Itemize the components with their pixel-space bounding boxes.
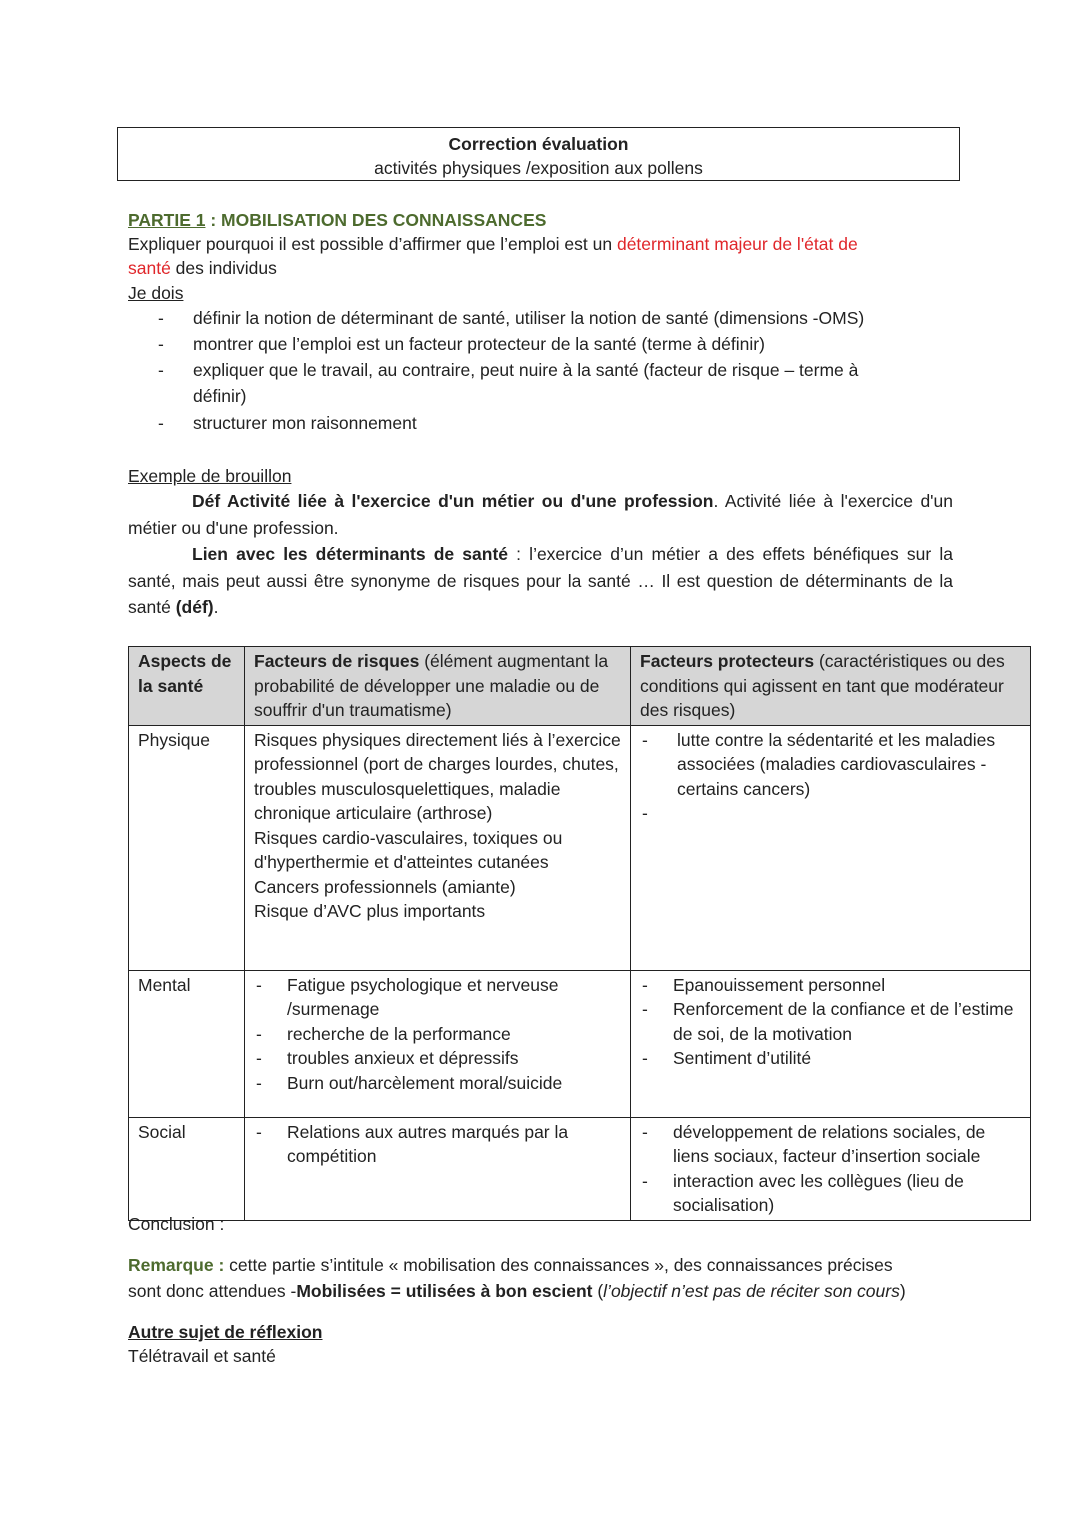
partie1-label: PARTIE 1 (128, 210, 206, 230)
question-text-2: des individus (170, 258, 277, 278)
bullet-dash: - (158, 308, 164, 328)
header-risks-rest: (élément augmentant la probabilité de développer une maladie ou de souffrir d'un traumatisme) (254, 651, 609, 720)
protective-item: - interaction avec les collègues (lieu de socialisation) (640, 1169, 1021, 1218)
doc-subtitle: activités physiques /exposition aux pollens (374, 158, 703, 178)
question-line-2 (128, 256, 277, 280)
remarque-italic: l’objectif n’est pas de réciter son cours (603, 1281, 900, 1301)
header-protective-rest: (caractéristiques ou des conditions qui agissent en tant que modérateur des risques) (640, 651, 1005, 720)
protective-item: - développement de relations sociales, de liens sociaux, facteur d’insertion sociale (640, 1120, 1021, 1169)
remarque-paragraph (128, 1252, 928, 1304)
aspect-cell: Social (129, 1117, 245, 1220)
autre-sujet-label: Autre sujet de réflexion (128, 1322, 323, 1342)
je-dois-item: montrer que l’emploi est un facteur protecteur de la santé (terme à définir) (193, 334, 765, 354)
health-factors-table (128, 646, 1031, 1221)
protective-item: - lutte contre la sédentarité et les maladies associées (maladies cardiovasculaires - certains cancers) (640, 728, 1021, 802)
protective-item: - Epanouissement personnel (640, 973, 1021, 998)
risks-cell (245, 1117, 631, 1220)
je-dois-item: expliquer que le travail, au contraire, peut nuire à la santé (facteur de risque – terme à (193, 360, 859, 380)
lien-label: Lien avec les déterminants de santé (192, 544, 509, 564)
partie1-heading-rest: : MOBILISATION DES CONNAISSANCES (205, 210, 547, 230)
aspect-cell: Physique (129, 725, 245, 970)
question-line-1 (128, 232, 858, 256)
question-text: Expliquer pourquoi il est possible d’affirmer que l’emploi est un (128, 234, 617, 254)
partie1-heading (128, 208, 546, 232)
question-highlight: déterminant majeur de l'état de (616, 234, 858, 254)
header-protective (631, 647, 1031, 726)
definition-paragraph (128, 488, 953, 541)
risk-item: - Fatigue psychologique et nerveuse /surmenage (254, 973, 621, 1022)
je-dois-item: structurer mon raisonnement (193, 413, 417, 433)
header-risks-bold: Facteurs de risques (254, 651, 420, 671)
protective-item: - Renforcement de la confiance et de l’estime de soi, de la motivation (640, 997, 1021, 1046)
question-highlight-2: santé (128, 258, 171, 278)
conclusion-label: Conclusion : (128, 1214, 225, 1234)
header-protective-bold: Facteurs protecteurs (640, 651, 815, 671)
table-row (129, 1117, 1031, 1220)
risk-item: Risques cardio-vasculaires, toxiques ou d'hyperthermie et d'atteintes cutanées (254, 827, 563, 872)
header-risks (245, 647, 631, 726)
risks-cell (245, 970, 631, 1117)
risks-cell (245, 725, 631, 970)
lien-def: (déf) (175, 597, 214, 617)
lien-text: : l’exercice d’un métier a des effets bénéfiques sur la santé, mais peut aussi être synonyme de risques pour la santé … Il est question de déterminants de la santé (128, 544, 954, 617)
table-row (129, 725, 1031, 970)
lien-paragraph (128, 541, 953, 621)
table-row (129, 970, 1031, 1117)
title-box (117, 127, 960, 181)
autre-sujet-text: Télétravail et santé (128, 1346, 276, 1366)
risk-item: - Burn out/harcèlement moral/suicide (254, 1071, 621, 1096)
je-dois-item-cont: définir) (193, 386, 247, 406)
protective-item: - Sentiment d’utilité (640, 1046, 1021, 1071)
protective-cell (631, 725, 1031, 970)
remarque-text: cette partie s’intitule « mobilisation des connaissances », des connaissances précises sont donc attendues - (128, 1255, 893, 1301)
bullet-dash: - (158, 334, 164, 354)
brouillon-label: Exemple de brouillon (128, 466, 292, 486)
doc-title: Correction évaluation (448, 134, 629, 154)
risk-item: Cancers professionnels (amiante) (254, 876, 516, 897)
aspect-cell: Mental (129, 970, 245, 1117)
risk-item: Risques physiques directement liés à l’exercice professionnel (port de charges lourdes, chutes, troubles musculosquelettiques, maladie chronique articulaire (arthrose) (254, 729, 621, 823)
bullet-dash: - (158, 360, 164, 380)
protective-cell (631, 1117, 1031, 1220)
bullet-dash: - (158, 413, 164, 433)
lien-end: . (213, 597, 219, 617)
risk-item: - troubles anxieux et dépressifs (254, 1046, 621, 1071)
remarque-bold: Mobilisées = utilisées à bon escient (296, 1281, 593, 1301)
protective-cell (631, 970, 1031, 1117)
remarque-paren-close: ) (899, 1281, 906, 1301)
table-header-row (129, 647, 1031, 726)
header-aspects: Aspects de la santé (129, 647, 245, 726)
remarque-label: Remarque : (128, 1255, 225, 1275)
definition-text: . Activité liée à l'exercice d'un métier ou d'une profession. (128, 491, 953, 538)
protective-item-empty (640, 801, 1021, 826)
risk-item: Risque d’AVC plus importants (254, 901, 486, 921)
je-dois-label: Je dois (128, 283, 184, 303)
je-dois-item: définir la notion de déterminant de santé, utiliser la notion de santé (dimensions -OMS) (193, 308, 865, 328)
risk-item: - recherche de la performance (254, 1022, 621, 1047)
risk-item: - Relations aux autres marqués par la compétition (254, 1120, 621, 1169)
definition-label: Déf Activité liée à l'exercice d'un métier ou d'une profession (192, 491, 714, 511)
remarque-paren-open: ( (592, 1281, 604, 1301)
